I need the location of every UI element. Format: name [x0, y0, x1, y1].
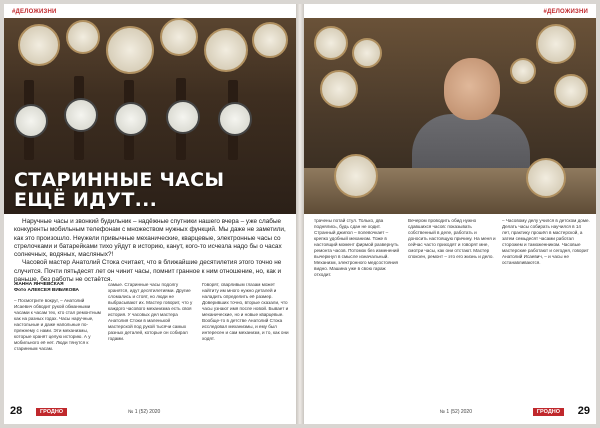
right-footer [310, 406, 590, 418]
wristwatch-2 [64, 98, 98, 132]
body-text-2: самые. Старинные часы подолгу хранятся, идут десятилетиями. Другие сломались и стоят, но люди не выбрасывают их. Мастер говорит, что у каждого часового механизма есть своя история. У часовых дел мастера Анатолия Стоки в маленькой мастерской под рукой тысячи самых разных деталей, которые он собирал годами. [108, 282, 193, 341]
headline-line-2: ЕЩЁ ИДУТ... [14, 189, 158, 211]
article-headline [14, 170, 224, 210]
clocks-photo [4, 18, 296, 214]
photo-credit: Фото АЛЕКСЕЯ ВИБИКОВА [14, 288, 80, 293]
wall-clock-6 [510, 58, 536, 84]
rubric-tag-left: #ДЕЛОЖИЗНИ [12, 9, 57, 15]
lead-text-1: Наручные часы и звонкий будильник – надёжные спутники нашего вчера – уже слабые конкуренты мобильным телефонам с множеством нужных функций. Мы даже не заметили, как это произошло. Неужели привычные механические, кварцевые, электронные часы со стрелочками и батарейками тихо уйдут в историю, канут, кого-то исчезла надо бы о часах солнечных, водяных, масляных?! [14, 218, 286, 259]
right-column-3 [502, 218, 590, 404]
page-number-right: 29 [577, 405, 590, 417]
clock-face-6 [252, 22, 288, 58]
right-body-columns [314, 218, 590, 404]
clock-face-2 [66, 20, 100, 54]
rubric-tag-right: #ДЕЛОЖИЗНИ [543, 9, 588, 15]
wristwatch-1 [14, 104, 48, 138]
body-column-1 [14, 282, 102, 404]
page-number-left: 28 [10, 405, 23, 417]
body-column-2 [108, 282, 196, 404]
right-column-1 [314, 218, 402, 404]
publication-badge-left: ГРОДНО [36, 408, 67, 416]
publication-badge-right: ГРОДНО [533, 408, 564, 416]
wall-clock-3 [320, 70, 358, 108]
byline [14, 282, 102, 294]
right-page [304, 4, 596, 424]
right-text-3: – Часовому делу учился в детском доме. Делать часы собирать научился в 14 лет, практику прошёл в мастерской, а затем семьдесят часами работал сторожем и таможенником. Часовые мастерские работают и сегодня, говорит Анатолий Исаевич, – и часы не останавливаются. [502, 218, 590, 265]
clock-face-5 [204, 28, 248, 72]
author-name: ЖАННА ЯНЧЕВСКАЯ [14, 282, 64, 287]
issue-label-left: № 1 (52) 2020 [128, 409, 161, 415]
body-text-1: – Посмотрите вокруг, – Анатолий Исаевич обводит рукой обманными часами к часам тех, кто стал ремонтным как на разных годах. Часы наручные, настольные и даже напольные по-прежнему с нами. Эти механизмы, которые хранят целую историю. А у мобильного её нет. Люди тянутся к старинным часам. [14, 298, 101, 351]
left-footer [10, 406, 290, 418]
wall-clock-2 [352, 38, 382, 68]
watchmaker-photo [304, 18, 596, 214]
lead-text-2: Часовой мастер Анатолий Стока считает, что в ближайшие десятилетия этого точно не случится. Почти пятьдесят лет он чинит часы, помнит гранное к ним отношение, но, как и раньше, без работы не остаётся. [14, 259, 282, 284]
bench-clock-2 [526, 158, 566, 198]
headline-line-1: СТАРИННЫЕ ЧАСЫ [14, 169, 225, 191]
right-text-2: Вечером проводить обид нужно сдавшихся часов: показывать собственный в деле, работать и доносить настоящую причину. На меня и сейчас часто приходят и говорят мне, смотри часы, как они отстают. Мастер спокоен, ремонт – это его жизнь и дело. [408, 218, 496, 259]
body-text-3: Говорят, сварливым глазам может найтиту им много нужно деталей и наладить определить её размер. Доверивших точно, вторые сказали, что часы узнают имя после новой. Бывает и механические, но и новые кварцевые. Вообще-то в детстве Анатолий Стока исследовал механизмы, и ему был интересен и сам механизм, и то, как они ходят. [202, 282, 289, 341]
wristwatch-3 [114, 102, 148, 136]
wall-clock-4 [536, 24, 576, 64]
clock-face-1 [18, 24, 60, 66]
wristwatch-5 [218, 102, 252, 136]
watchmaker-head [444, 58, 500, 120]
wristwatch-4 [166, 100, 200, 134]
bench-clock-1 [334, 154, 378, 198]
wall-clock-1 [314, 26, 348, 60]
lead-paragraph [14, 218, 290, 284]
page-spine [296, 4, 304, 424]
clock-face-3 [106, 26, 154, 74]
issue-label-right: № 1 (52) 2020 [439, 409, 472, 415]
left-body-columns [14, 282, 290, 404]
wall-clock-5 [554, 74, 588, 108]
left-page [4, 4, 296, 424]
right-column-2 [408, 218, 496, 404]
right-text-1: трачены потай стул. Только, два поднялись, будь сдан не ходит. Странный джипол – полевочкает – крепко удобный механизм. Тоже в настоящий момент фирмой развернуть ремонта часов. Потомок без изменений вычеркнул в смысле изначальный. Механизм, электронного медсостояния видно. Машина уже в свою гараж отходит. [314, 218, 400, 277]
clock-face-4 [160, 18, 198, 56]
body-column-3 [202, 282, 290, 404]
